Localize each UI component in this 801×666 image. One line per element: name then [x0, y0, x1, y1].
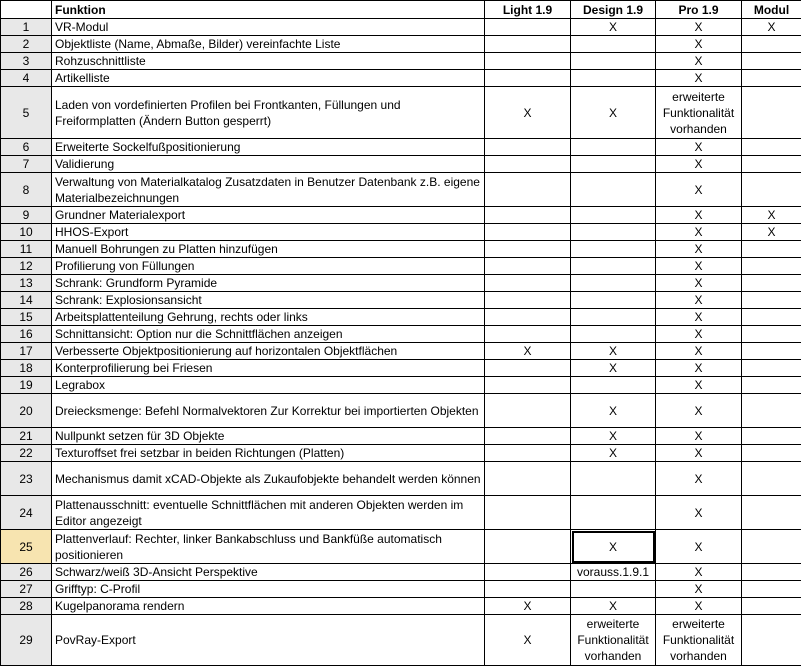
- light-cell[interactable]: [485, 292, 571, 309]
- row-number[interactable]: 1: [1, 19, 52, 36]
- design-cell[interactable]: [571, 156, 656, 173]
- function-cell[interactable]: HHOS-Export: [52, 224, 485, 241]
- function-cell[interactable]: Laden von vordefinierten Profilen bei Frontkanten, Füllungen und Freiformplatten (Ändern Button gesperrt): [52, 87, 485, 139]
- light-cell[interactable]: [485, 326, 571, 343]
- modul-cell[interactable]: [742, 581, 801, 598]
- row-number[interactable]: 14: [1, 292, 52, 309]
- pro-cell[interactable]: X: [656, 173, 742, 207]
- modul-cell[interactable]: [742, 394, 801, 428]
- light-cell[interactable]: X: [485, 87, 571, 139]
- row-number[interactable]: 19: [1, 377, 52, 394]
- light-cell[interactable]: [485, 139, 571, 156]
- light-cell[interactable]: [485, 360, 571, 377]
- table-row: [1, 87, 801, 139]
- light-cell[interactable]: [485, 19, 571, 36]
- function-cell[interactable]: Manuell Bohrungen zu Platten hinzufügen: [52, 241, 485, 258]
- table-row: [1, 343, 801, 360]
- row-number[interactable]: 11: [1, 241, 52, 258]
- design-cell[interactable]: [571, 275, 656, 292]
- table-row: [1, 53, 801, 70]
- table-row: [1, 615, 801, 666]
- row-number[interactable]: 21: [1, 428, 52, 445]
- modul-cell[interactable]: [742, 241, 801, 258]
- light-cell[interactable]: [485, 428, 571, 445]
- function-cell[interactable]: Verwaltung von Materialkatalog Zusatzdaten in Benutzer Datenbank z.B. eigene Materialbezeichnungen: [52, 173, 485, 207]
- pro-cell[interactable]: X: [656, 241, 742, 258]
- function-cell[interactable]: Grifftyp: C-Profil: [52, 581, 485, 598]
- function-cell[interactable]: Konterprofilierung bei Friesen: [52, 360, 485, 377]
- header-light[interactable]: Light 1.9: [485, 1, 571, 19]
- row-number[interactable]: 6: [1, 139, 52, 156]
- light-cell[interactable]: X: [485, 343, 571, 360]
- function-cell[interactable]: Profilierung von Füllungen: [52, 258, 485, 275]
- function-cell[interactable]: Texturoffset frei setzbar in beiden Richtungen (Platten): [52, 445, 485, 462]
- function-cell[interactable]: Legrabox: [52, 377, 485, 394]
- function-cell[interactable]: Dreiecksmenge: Befehl Normalvektoren Zur Korrektur bei importierten Objekten: [52, 394, 485, 428]
- table-row: [1, 275, 801, 292]
- table-row: [1, 598, 801, 615]
- function-cell[interactable]: Schnittansicht: Option nur die Schnittflächen anzeigen: [52, 326, 485, 343]
- design-cell[interactable]: X: [571, 428, 656, 445]
- modul-cell[interactable]: [742, 36, 801, 53]
- row-number[interactable]: 17: [1, 343, 52, 360]
- design-cell[interactable]: X: [571, 19, 656, 36]
- design-cell[interactable]: X: [571, 360, 656, 377]
- modul-cell[interactable]: X: [742, 19, 801, 36]
- light-cell[interactable]: [485, 70, 571, 87]
- table-row: [1, 224, 801, 241]
- header-pro[interactable]: Pro 1.9: [656, 1, 742, 19]
- pro-cell[interactable]: X: [656, 292, 742, 309]
- row-number[interactable]: 27: [1, 581, 52, 598]
- pro-cell[interactable]: X: [656, 53, 742, 70]
- design-cell[interactable]: [571, 292, 656, 309]
- pro-cell[interactable]: X: [656, 19, 742, 36]
- modul-cell[interactable]: [742, 87, 801, 139]
- modul-cell[interactable]: [742, 462, 801, 496]
- row-number[interactable]: 18: [1, 360, 52, 377]
- design-cell[interactable]: [571, 53, 656, 70]
- design-cell[interactable]: [571, 173, 656, 207]
- table-row: [1, 326, 801, 343]
- table-row: [1, 564, 801, 581]
- row-number[interactable]: 3: [1, 53, 52, 70]
- design-cell[interactable]: vorauss.1.9.1: [571, 564, 656, 581]
- function-cell[interactable]: Verbesserte Objektpositionierung auf horizontalen Objektflächen: [52, 343, 485, 360]
- function-cell[interactable]: PovRay-Export: [52, 615, 485, 666]
- row-number[interactable]: 10: [1, 224, 52, 241]
- design-cell[interactable]: [571, 326, 656, 343]
- table-row: [1, 394, 801, 428]
- pro-cell[interactable]: X: [656, 564, 742, 581]
- light-cell[interactable]: [485, 36, 571, 53]
- modul-cell[interactable]: [742, 598, 801, 615]
- function-cell[interactable]: Grundner Materialexport: [52, 207, 485, 224]
- function-cell[interactable]: Schrank: Grundform Pyramide: [52, 275, 485, 292]
- row-number[interactable]: 25: [1, 530, 52, 564]
- modul-cell[interactable]: [742, 564, 801, 581]
- light-cell[interactable]: [485, 309, 571, 326]
- function-cell[interactable]: Objektliste (Name, Abmaße, Bilder) vereinfachte Liste: [52, 36, 485, 53]
- modul-cell[interactable]: X: [742, 207, 801, 224]
- modul-cell[interactable]: [742, 258, 801, 275]
- function-cell[interactable]: VR-Modul: [52, 19, 485, 36]
- design-cell[interactable]: [571, 241, 656, 258]
- header-row: [1, 1, 801, 19]
- design-cell[interactable]: X: [571, 343, 656, 360]
- table-row: [1, 207, 801, 224]
- pro-cell[interactable]: X: [656, 156, 742, 173]
- header-number-cell[interactable]: [1, 1, 52, 19]
- pro-cell[interactable]: erweiterte Funktionalität vorhanden: [656, 87, 742, 139]
- table-row: [1, 360, 801, 377]
- modul-cell[interactable]: [742, 428, 801, 445]
- pro-cell[interactable]: X: [656, 428, 742, 445]
- modul-cell[interactable]: [742, 173, 801, 207]
- pro-cell[interactable]: X: [656, 581, 742, 598]
- pro-cell[interactable]: X: [656, 377, 742, 394]
- design-cell[interactable]: [571, 70, 656, 87]
- function-cell[interactable]: Schwarz/weiß 3D-Ansicht Perspektive: [52, 564, 485, 581]
- row-number[interactable]: 29: [1, 615, 52, 666]
- modul-cell[interactable]: X: [742, 224, 801, 241]
- table-row: [1, 19, 801, 36]
- row-number[interactable]: 15: [1, 309, 52, 326]
- function-cell[interactable]: Validierung: [52, 156, 485, 173]
- design-cell[interactable]: [571, 377, 656, 394]
- row-number[interactable]: 23: [1, 462, 52, 496]
- modul-cell[interactable]: [742, 139, 801, 156]
- table-row: [1, 309, 801, 326]
- row-number[interactable]: 8: [1, 173, 52, 207]
- table-row: [1, 139, 801, 156]
- table-row: [1, 445, 801, 462]
- function-cell[interactable]: Plattenverlauf: Rechter, linker Bankabschluss und Bankfüße automatisch positionieren: [52, 530, 485, 564]
- pro-cell[interactable]: X: [656, 462, 742, 496]
- pro-cell[interactable]: X: [656, 275, 742, 292]
- design-cell[interactable]: [571, 224, 656, 241]
- table-row: [1, 70, 801, 87]
- light-cell[interactable]: X: [485, 615, 571, 666]
- function-cell[interactable]: Nullpunkt setzen für 3D Objekte: [52, 428, 485, 445]
- header-modul[interactable]: Modul: [742, 1, 801, 19]
- modul-cell[interactable]: [742, 360, 801, 377]
- table-row: [1, 173, 801, 207]
- design-cell[interactable]: [571, 496, 656, 530]
- design-cell[interactable]: [571, 258, 656, 275]
- light-cell[interactable]: [485, 394, 571, 428]
- function-cell[interactable]: Mechanismus damit xCAD-Objekte als Zukaufobjekte behandelt werden können: [52, 462, 485, 496]
- light-cell[interactable]: [485, 258, 571, 275]
- pro-cell[interactable]: X: [656, 530, 742, 564]
- row-number[interactable]: 28: [1, 598, 52, 615]
- row-number[interactable]: 2: [1, 36, 52, 53]
- design-cell[interactable]: [571, 36, 656, 53]
- row-number[interactable]: 5: [1, 87, 52, 139]
- header-design[interactable]: Design 1.9: [571, 1, 656, 19]
- pro-cell[interactable]: X: [656, 326, 742, 343]
- light-cell[interactable]: [485, 530, 571, 564]
- table-row: [1, 377, 801, 394]
- design-cell[interactable]: [571, 309, 656, 326]
- pro-cell[interactable]: X: [656, 224, 742, 241]
- pro-cell[interactable]: X: [656, 343, 742, 360]
- design-cell[interactable]: X: [571, 87, 656, 139]
- modul-cell[interactable]: [742, 445, 801, 462]
- modul-cell[interactable]: [742, 377, 801, 394]
- design-cell[interactable]: [571, 139, 656, 156]
- light-cell[interactable]: [485, 445, 571, 462]
- row-number[interactable]: 24: [1, 496, 52, 530]
- row-number[interactable]: 13: [1, 275, 52, 292]
- light-cell[interactable]: [485, 564, 571, 581]
- pro-cell[interactable]: erweiterte Funktionalität vorhanden: [656, 615, 742, 666]
- light-cell[interactable]: [485, 581, 571, 598]
- design-cell[interactable]: X: [571, 394, 656, 428]
- modul-cell[interactable]: [742, 292, 801, 309]
- design-cell[interactable]: [571, 462, 656, 496]
- row-number[interactable]: 9: [1, 207, 52, 224]
- light-cell[interactable]: [485, 224, 571, 241]
- modul-cell[interactable]: [742, 70, 801, 87]
- pro-cell[interactable]: X: [656, 394, 742, 428]
- row-number[interactable]: 12: [1, 258, 52, 275]
- pro-cell[interactable]: X: [656, 207, 742, 224]
- function-cell[interactable]: Artikelliste: [52, 70, 485, 87]
- table-row: [1, 462, 801, 496]
- modul-cell[interactable]: [742, 343, 801, 360]
- table-row: [1, 292, 801, 309]
- header-function[interactable]: Funktion: [52, 1, 485, 19]
- modul-cell[interactable]: [742, 615, 801, 666]
- function-cell[interactable]: Plattenausschnitt: eventuelle Schnittflächen mit anderen Objekten werden im Editor angezeigt: [52, 496, 485, 530]
- function-cell[interactable]: Kugelpanorama rendern: [52, 598, 485, 615]
- modul-cell[interactable]: [742, 530, 801, 564]
- pro-cell[interactable]: X: [656, 496, 742, 530]
- modul-cell[interactable]: [742, 326, 801, 343]
- light-cell[interactable]: [485, 207, 571, 224]
- table-row: [1, 156, 801, 173]
- function-cell[interactable]: Schrank: Explosionsansicht: [52, 292, 485, 309]
- design-cell[interactable]: X: [571, 530, 656, 564]
- light-cell[interactable]: [485, 53, 571, 70]
- design-cell[interactable]: [571, 207, 656, 224]
- pro-cell[interactable]: X: [656, 139, 742, 156]
- row-number[interactable]: 20: [1, 394, 52, 428]
- function-cell[interactable]: Rohzuschnittliste: [52, 53, 485, 70]
- pro-cell[interactable]: X: [656, 36, 742, 53]
- pro-cell[interactable]: X: [656, 70, 742, 87]
- light-cell[interactable]: [485, 377, 571, 394]
- light-cell[interactable]: [485, 156, 571, 173]
- function-cell[interactable]: Erweiterte Sockelfußpositionierung: [52, 139, 485, 156]
- light-cell[interactable]: [485, 241, 571, 258]
- table-row: [1, 241, 801, 258]
- pro-cell[interactable]: X: [656, 360, 742, 377]
- row-number[interactable]: 7: [1, 156, 52, 173]
- design-cell[interactable]: X: [571, 598, 656, 615]
- modul-cell[interactable]: [742, 275, 801, 292]
- modul-cell[interactable]: [742, 309, 801, 326]
- table-row: [1, 496, 801, 530]
- light-cell[interactable]: [485, 462, 571, 496]
- table-row: [1, 36, 801, 53]
- pro-cell[interactable]: X: [656, 258, 742, 275]
- light-cell[interactable]: [485, 173, 571, 207]
- design-cell[interactable]: [571, 581, 656, 598]
- row-number[interactable]: 22: [1, 445, 52, 462]
- function-cell[interactable]: Arbeitsplattenteilung Gehrung, rechts oder links: [52, 309, 485, 326]
- row-number[interactable]: 16: [1, 326, 52, 343]
- light-cell[interactable]: [485, 496, 571, 530]
- design-cell[interactable]: erweiterte Funktionalität vorhanden: [571, 615, 656, 666]
- row-number[interactable]: 4: [1, 70, 52, 87]
- table-row: [1, 581, 801, 598]
- design-cell[interactable]: X: [571, 445, 656, 462]
- modul-cell[interactable]: [742, 156, 801, 173]
- light-cell[interactable]: [485, 275, 571, 292]
- modul-cell[interactable]: [742, 53, 801, 70]
- table-row: [1, 258, 801, 275]
- modul-cell[interactable]: [742, 496, 801, 530]
- light-cell[interactable]: X: [485, 598, 571, 615]
- row-number[interactable]: 26: [1, 564, 52, 581]
- pro-cell[interactable]: X: [656, 598, 742, 615]
- pro-cell[interactable]: X: [656, 309, 742, 326]
- table-row: [1, 428, 801, 445]
- table-row: [1, 530, 801, 564]
- pro-cell[interactable]: X: [656, 445, 742, 462]
